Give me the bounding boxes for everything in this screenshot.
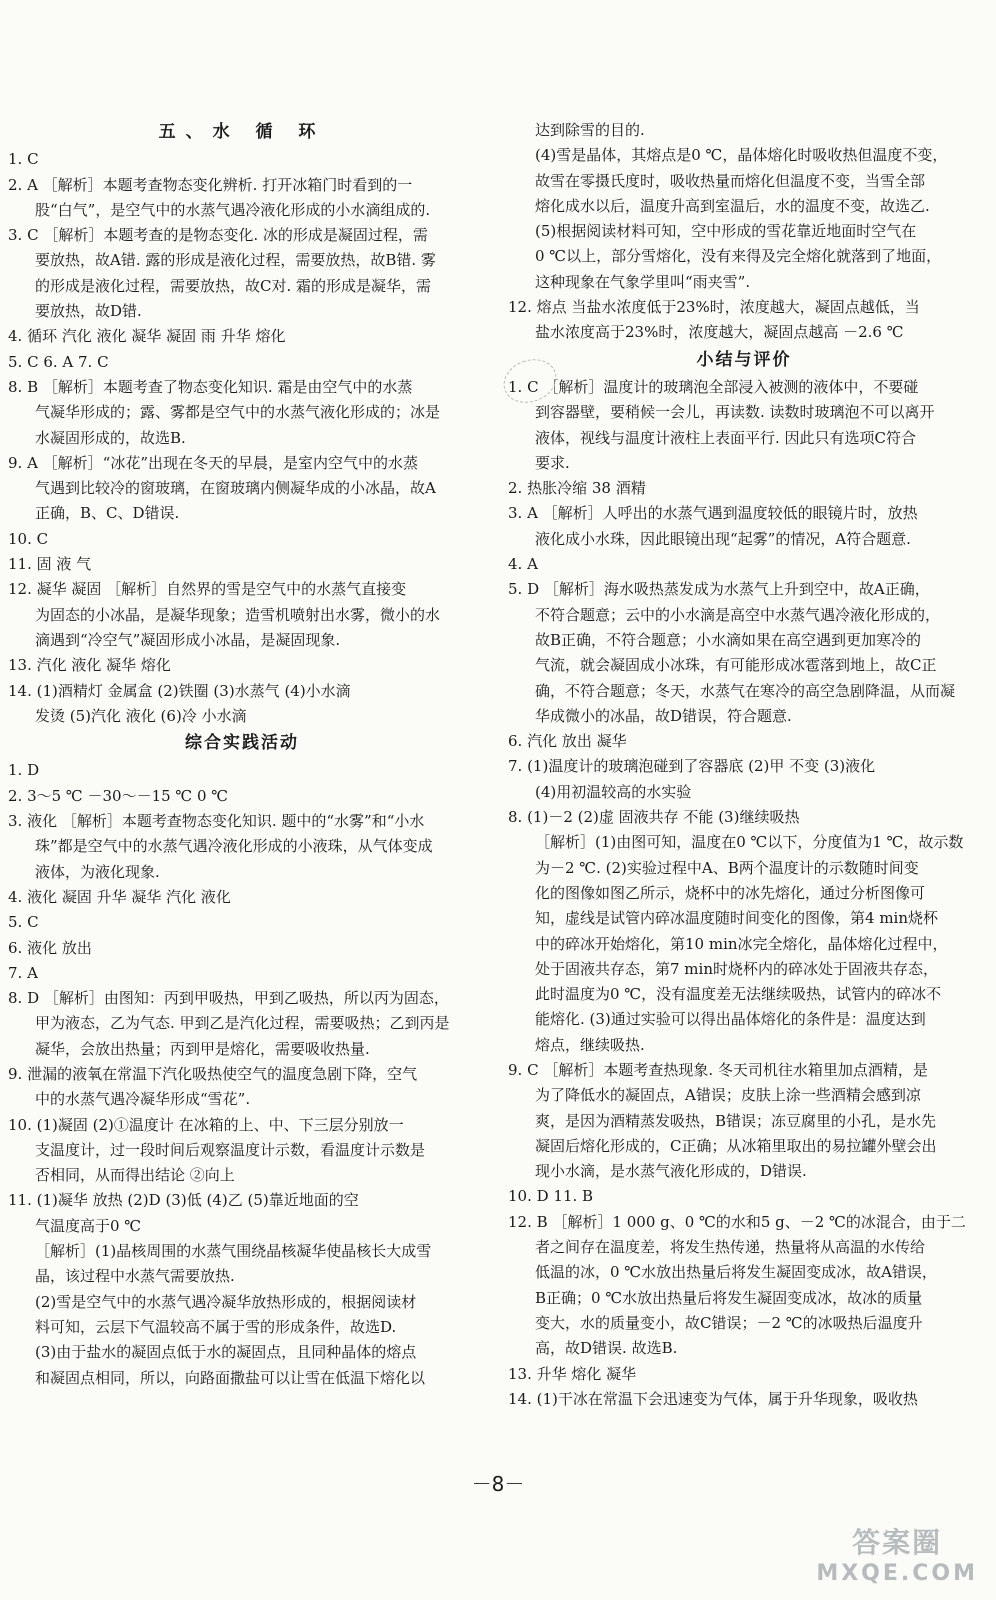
answer-line: 10. C [8, 529, 49, 548]
answer-line: 4. 液化 凝固 升华 凝华 汽化 液化 [8, 887, 231, 906]
answer-line: 4. A [508, 555, 538, 574]
answer-line-continuation: 要放热，故A错. 露的形成是液化过程，需要放热，故B错. 雾 [35, 251, 436, 270]
answer-line: 10. D 11. B [508, 1187, 594, 1206]
answer-line: 6. 汽化 放出 凝华 [508, 732, 627, 751]
answer-line-continuation: 华成微小的冰晶，故D错误，符合题意. [535, 706, 792, 725]
right-answer-column [508, 118, 980, 1412]
answer-line: 8. (1)－2 (2)虚 固液共存 不能 (3)继续吸热 [508, 808, 800, 827]
answer-line-continuation: 为了降低水的凝固点，A错误；皮肤上涂一些酒精会感到凉 [535, 1086, 921, 1105]
answer-line-continuation: (4)雪是晶体，其熔点是0 ℃，晶体熔化时吸收热但温度不变， [535, 146, 948, 165]
answer-line-continuation: 凝华，会放出热量；丙到甲是熔化，需要吸收热量. [35, 1039, 370, 1058]
answer-line: 10. (1)凝固 (2)①温度计 在冰箱的上、中、下三层分别放一 [8, 1115, 404, 1134]
answer-line: 9. 泄漏的液氧在常温下汽化吸热使空气的温度急剧下降，空气 [8, 1064, 418, 1083]
answer-line: 13. 升华 熔化 凝华 [508, 1364, 637, 1383]
answer-line-continuation: 正确，B、C、D错误. [35, 504, 180, 523]
answer-line-continuation: 中的水蒸气遇冷凝华形成“雪花”. [35, 1090, 251, 1109]
answer-line-continuation: B正确；0 ℃水放出热量后将发生凝固变成冰，故冰的质量 [535, 1288, 923, 1307]
answer-line-continuation: 盐水浓度高于23%时，浓度越大，凝固点越高 －2.6 ℃ [535, 323, 904, 342]
answer-line: 5. C 6. A 7. C [8, 352, 109, 371]
left-answer-column [8, 118, 476, 1391]
answer-line: 3. 液化 ［解析］本题考查物态变化知识. 题中的“水雾”和“小水 [8, 812, 425, 831]
answer-line: 11. (1)凝华 放热 (2)D (3)低 (4)乙 (5)靠近地面的空 [8, 1191, 359, 1210]
answer-line-continuation: 要求. [535, 453, 570, 472]
answer-line-continuation: 0 ℃以上，部分雪熔化，没有来得及完全熔化就落到了地面， [535, 247, 942, 266]
answer-line-continuation: 否相同，从而得出结论 ②向上 [35, 1166, 235, 1185]
answer-line: 7. (1)温度计的玻璃泡碰到了容器底 (2)甲 不变 (3)液化 [508, 757, 876, 776]
answer-line-continuation: 的形成是液化过程，需要放热，故C对. 霜的形成是凝华，需 [35, 276, 432, 295]
answer-line: 14. (1)干冰在常温下会迅速变为气体，属于升华现象，吸收热 [508, 1389, 918, 1408]
answer-line: 8. D ［解析］由图知：丙到甲吸热，甲到乙吸热，所以丙为固态， [8, 989, 449, 1008]
answer-line-continuation: 液体，视线与温度计液柱上表面平行. 因此只有选项C符合 [535, 428, 917, 447]
answer-line-continuation: 水凝固形成的，故选B. [35, 428, 186, 447]
answer-line-continuation: (4)用初温较高的水实验 [535, 782, 692, 801]
answer-line-continuation: 现小水滴，是水蒸气液化形成的，D错误. [535, 1162, 807, 1181]
answer-line: 2. A ［解析］本题考查物态变化辨析. 打开冰箱门时看到的一 [8, 175, 413, 194]
answer-line-continuation: 液体，为液化现象. [35, 862, 160, 881]
answer-line-continuation: 低温的冰，0 ℃水放出热量后将发生凝固变成冰，故A错误， [535, 1263, 937, 1282]
answer-line-continuation: 液化成小水珠，因此眼镜出现“起雾”的情况，A符合题意. [535, 529, 911, 548]
answer-line-continuation: 气流，就会凝固成小冰珠，有可能形成冰雹落到地上，故C正 [535, 656, 937, 675]
answer-line-continuation: 股“白气”，是空气中的水蒸气遇冷液化形成的小水滴组成的. [35, 200, 431, 219]
answer-line-continuation: 熔化成水以后，温度升高到室温后，水的温度不变，故选乙. [535, 196, 930, 215]
section-heading: 五、水 循 环 [158, 122, 326, 142]
answer-line-continuation: (3)由于盐水的凝固点低于水的凝固点，且同种晶体的熔点 [35, 1343, 417, 1362]
answer-line: 11. 固 液 气 [8, 555, 92, 574]
answer-line-continuation: 此时温度为0 ℃，没有温度差无法继续吸热，试管内的碎冰不 [535, 985, 942, 1004]
answer-line-continuation: 气凝华形成的；露、雾都是空气中的水蒸气液化形成的；冰是 [35, 403, 441, 422]
answer-line-continuation: 滴遇到“冷空气”凝固形成小冰晶，是凝固现象. [35, 630, 341, 649]
answer-line: 2. 热胀冷缩 38 酒精 [508, 479, 646, 498]
answer-line: 3. C ［解析］本题考查的是物态变化. 冰的形成是凝固过程，需 [8, 226, 428, 245]
answer-line-continuation: 和凝固点相同，所以，向路面撒盐可以让雪在低温下熔化以 [35, 1368, 426, 1387]
answer-line-continuation: 到容器壁，要稍候一会儿，再读数. 读数时玻璃泡不可以离开 [535, 403, 935, 422]
answer-line-continuation: 气遇到比较冷的窗玻璃，在窗玻璃内侧凝华成的小冰晶，故A [35, 479, 436, 498]
answer-line: 7. A [8, 963, 38, 982]
answer-line: 1. C [8, 150, 39, 169]
answer-line-continuation: 变大，水的质量变小，故C错误；－2 ℃的冰吸热后温度升 [535, 1313, 923, 1332]
answer-line-continuation: 知，虚线是试管内碎冰温度随时间变化的图像，第4 min烧杯 [535, 909, 938, 928]
answer-line-continuation: 甲为液态，乙为气态. 甲到乙是汽化过程，需要吸热；乙到丙是 [35, 1014, 450, 1033]
answer-line-continuation: 达到除雪的目的. [535, 121, 645, 139]
answer-line-continuation: 要放热，故D错. [35, 302, 142, 321]
answer-line-continuation: 晶，该过程中水蒸气需要放热. [35, 1267, 235, 1286]
answer-line: 5. D ［解析］海水吸热蒸发成为水蒸气上升到空中，故A正确， [508, 580, 930, 599]
answer-line-continuation: 料可知，云层下气温较高不属于雪的形成条件，故选D. [35, 1317, 397, 1336]
answer-line-continuation: 这种现象在气象学里叫“雨夹雪”. [535, 272, 751, 291]
answer-line-continuation: 能熔化. (3)通过实验可以得出晶体熔化的条件是：温度达到 [535, 1010, 926, 1029]
answer-line-continuation: 化的图像如图乙所示，烧杯中的冰先熔化，通过分析图像可 [535, 883, 926, 902]
answer-line-continuation: 确，不符合题意；冬天，水蒸气在寒冷的高空急剧降温，从而凝 [535, 681, 956, 700]
answer-line: 1. D [8, 761, 40, 780]
answer-line-continuation: ［解析］(1)由图可知，温度在0 ℃以下，分度值为1 ℃，故示数 [535, 833, 964, 852]
answer-line-continuation: 爽，是因为酒精蒸发吸热，B错误；冻豆腐里的小孔，是水先 [535, 1111, 937, 1130]
watermark-logo-text: 答案圈 [852, 1526, 943, 1559]
answer-line-continuation: 为－2 ℃. (2)实验过程中A、B两个温度计的示数随时间变 [535, 858, 919, 877]
answer-line-continuation: 气温度高于0 ℃ [35, 1216, 142, 1235]
answer-line-continuation: 珠”都是空气中的水蒸气遇冷液化形成的小液珠，从气体变成 [35, 837, 433, 856]
section-heading: 小结与评价 [696, 349, 792, 370]
answer-line: 3. A ［解析］人呼出的水蒸气遇到温度较低的眼镜片时，放热 [508, 504, 918, 523]
answer-line-continuation: 为固态的小冰晶，是凝华现象；造雪机喷射出水雾，微小的水 [35, 605, 441, 624]
answer-line: 4. 循环 汽化 液化 凝华 凝固 雨 升华 熔化 [8, 327, 286, 346]
answer-line: 12. 凝华 凝固 ［解析］自然界的雪是空气中的水蒸气直接变 [8, 580, 407, 599]
answer-line-continuation: (5)根据阅读材料可知，空中形成的雪花靠近地面时空气在 [535, 222, 917, 241]
answer-line-continuation: 支温度计，过一段时间后观察温度计示数，看温度计示数是 [35, 1140, 426, 1159]
section-heading: 综合实践活动 [185, 733, 299, 754]
answer-line-continuation: 发烫 (5)汽化 液化 (6)冷 小水滴 [35, 706, 247, 725]
answer-line: 2. 3～5 ℃ －30～－15 ℃ 0 ℃ [8, 786, 229, 805]
answer-line-continuation: 者之间存在温度差，将发生热传递，热量将从高温的水传给 [535, 1238, 926, 1257]
answer-line: 6. 液化 放出 [8, 938, 92, 957]
answer-line-continuation: ［解析］(1)晶核周围的水蒸气围绕晶核凝华使晶核长大成雪 [35, 1242, 432, 1261]
answer-line: 12. B ［解析］1 000 g、0 ℃的水和5 g、－2 ℃的冰混合，由于二 [508, 1212, 966, 1231]
answer-line-continuation: 中的碎冰开始熔化，第10 min冰完全熔化，晶体熔化过程中， [535, 934, 948, 953]
answer-line-continuation: (2)雪是空气中的水蒸气遇冷凝华放热形成的，根据阅读材 [35, 1292, 417, 1311]
answer-line: 12. 熔点 当盐水浓度低于23%时，浓度越大，凝固点越低，当 [508, 298, 920, 317]
answer-line-continuation: 故雪在零摄氏度时，吸收热量而熔化但温度不变，当雪全部 [535, 171, 926, 190]
answer-line-continuation: 凝固后熔化形成的，C正确；从冰箱里取出的易拉罐外壁会出 [535, 1136, 937, 1155]
answer-line-continuation: 不符合题意；云中的小水滴是高空中水蒸气遇冷液化形成的， [535, 605, 941, 624]
answer-line: 13. 汽化 液化 凝华 熔化 [8, 656, 171, 675]
answer-line: 5. C [8, 913, 39, 932]
answer-line: 9. C ［解析］本题考查热现象. 冬天司机往水箱里加点酒精，是 [508, 1060, 928, 1079]
answer-line: 14. (1)酒精灯 金属盒 (2)铁圈 (3)水蒸气 (4)小水滴 [8, 681, 351, 700]
answer-line: 9. A ［解析］“冰花”出现在冬天的早晨，是室内空气中的水蒸 [8, 453, 419, 472]
watermark-url: MXQE.COM [816, 1561, 978, 1586]
answer-line-continuation: 故B正确，不符合题意；小水滴如果在高空遇到更加寒冷的 [535, 630, 922, 649]
site-watermark [816, 1521, 978, 1586]
answer-line-continuation: 处于固液共存态，第7 min时烧杯内的碎冰处于固液共存态， [535, 959, 938, 978]
answer-line-continuation: 高，故D错误. 故选B. [535, 1339, 678, 1358]
answer-line-continuation: 熔点，继续吸热. [535, 1035, 645, 1054]
answer-line: 1. C ［解析］温度计的玻璃泡全部浸入被测的液体中，不要碰 [508, 377, 919, 396]
answer-line: 8. B ［解析］本题考查了物态变化知识. 霜是由空气中的水蒸 [8, 377, 413, 396]
page-number: －8－ [471, 1472, 525, 1496]
